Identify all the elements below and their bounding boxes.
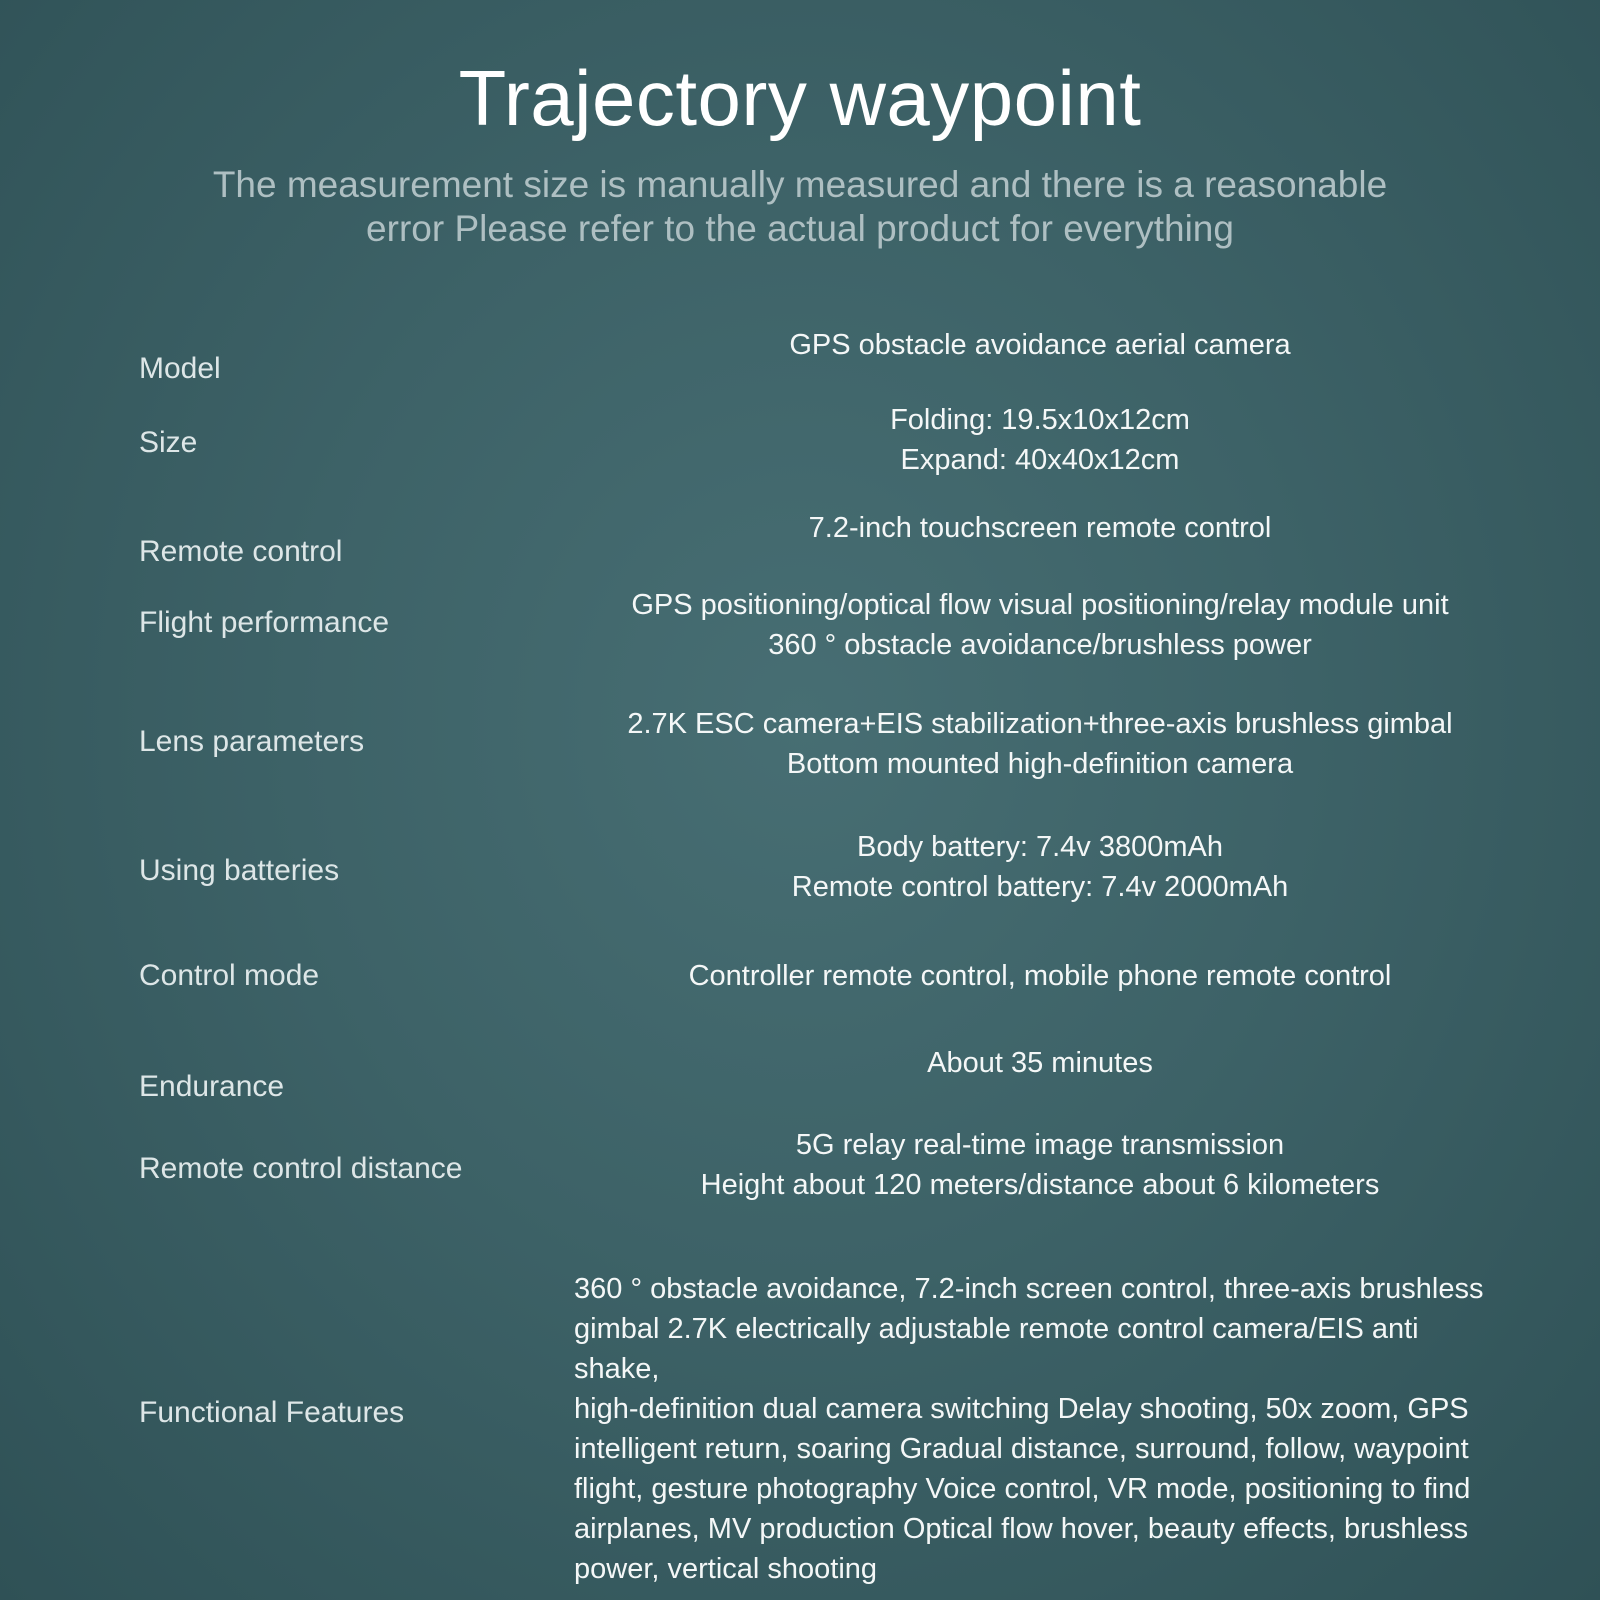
spec-value-line: intelligent return, soaring Gradual distance, surround, follow, waypoint — [574, 1433, 1469, 1465]
spec-value-line: flight, gesture photography Voice control, VR mode, positioning to find — [574, 1473, 1471, 1505]
spec-value-line: Controller remote control, mobile phone remote control — [688, 960, 1392, 992]
spec-value-using-batteries — [540, 827, 1540, 907]
spec-value-endurance — [540, 1043, 1540, 1083]
spec-label-model: Model — [139, 352, 221, 385]
spec-value-line: 360 ° obstacle avoidance/brushless power — [768, 629, 1312, 661]
spec-label-control-mode: Control mode — [139, 959, 320, 992]
spec-value-control-mode — [540, 956, 1540, 996]
spec-value-remote-control — [540, 508, 1540, 548]
spec-value-line: airplanes, MV production Optical flow hover, beauty effects, brushless — [574, 1513, 1469, 1545]
spec-label-lens-parameters: Lens parameters — [139, 725, 365, 758]
spec-value-flight-performance — [540, 585, 1540, 665]
spec-value-line: power, vertical shooting — [574, 1553, 878, 1585]
spec-value-line: 5G relay real-time image transmission — [795, 1129, 1285, 1161]
spec-value-remote-control-distance — [540, 1125, 1540, 1205]
spec-label-remote-control: Remote control — [139, 535, 343, 568]
spec-value-line: About 35 minutes — [927, 1047, 1153, 1079]
spec-value-line: GPS positioning/optical flow visual positioning/relay module unit — [631, 589, 1449, 621]
spec-label-remote-control-distance: Remote control distance — [139, 1152, 463, 1185]
spec-label-using-batteries: Using batteries — [139, 854, 340, 887]
spec-value-line: 360 ° obstacle avoidance, 7.2-inch screen control, three-axis brushless — [574, 1273, 1484, 1305]
spec-label-endurance: Endurance — [139, 1070, 285, 1103]
spec-value-line: GPS obstacle avoidance aerial camera — [789, 329, 1291, 361]
spec-value-lens-parameters — [540, 704, 1540, 784]
spec-value-line: Body battery: 7.4v 3800mAh — [857, 831, 1223, 863]
disclaimer-line-2: error Please refer to the actual product for everything — [366, 208, 1234, 249]
spec-value-line: Bottom mounted high-definition camera — [786, 748, 1294, 780]
page-title: Trajectory waypoint — [458, 54, 1142, 142]
spec-value-line: Height about 120 meters/distance about 6 kilometers — [700, 1169, 1380, 1201]
spec-value-model — [540, 325, 1540, 365]
spec-label-functional-features: Functional Features — [139, 1396, 405, 1429]
spec-value-line: Folding: 19.5x10x12cm — [890, 404, 1190, 436]
spec-value-line: gimbal 2.7K electrically adjustable remote control camera/EIS anti shake, — [574, 1313, 1419, 1385]
spec-value-line: Expand: 40x40x12cm — [900, 444, 1180, 476]
spec-value-line: 2.7K ESC camera+EIS stabilization+three-axis brushless gimbal — [627, 708, 1453, 740]
spec-value-line: 7.2-inch touchscreen remote control — [808, 512, 1272, 544]
spec-value-line: high-definition dual camera switching Delay shooting, 50x zoom, GPS — [574, 1393, 1469, 1425]
spec-label-flight-performance: Flight performance — [139, 606, 390, 639]
spec-value-functional-features — [574, 1269, 1504, 1589]
disclaimer-line-1: The measurement size is manually measured and there is a reasonable — [212, 164, 1388, 205]
spec-label-size: Size — [139, 426, 198, 459]
spec-value-line: Remote control battery: 7.4v 2000mAh — [791, 871, 1289, 903]
spec-value-size — [540, 400, 1540, 480]
disclaimer-subtitle — [150, 163, 1450, 251]
